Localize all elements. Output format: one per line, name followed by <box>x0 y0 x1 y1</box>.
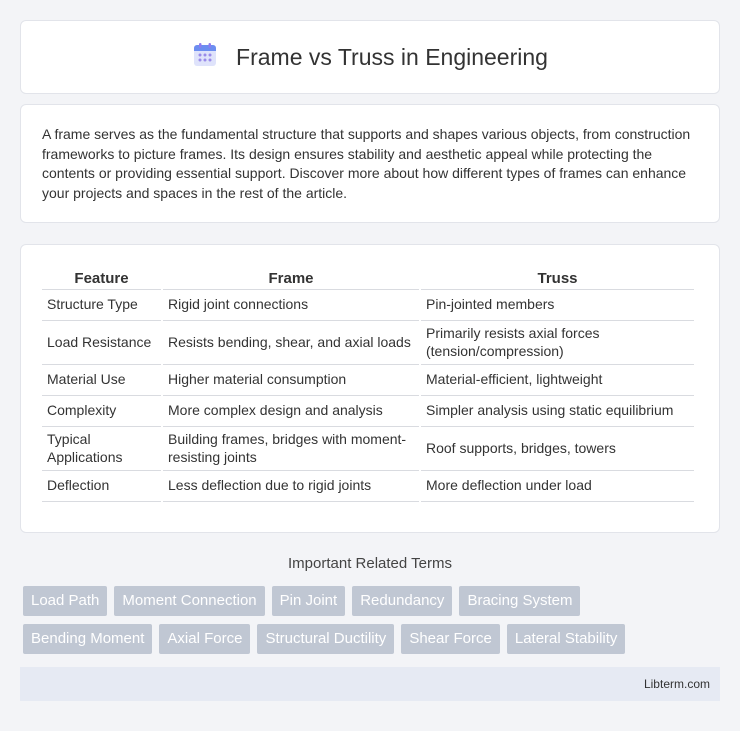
table-cell: Building frames, bridges with moment-resisting joints <box>163 427 419 471</box>
table-cell: Pin-jointed members <box>421 290 694 321</box>
footer-site-link[interactable]: Libterm.com <box>643 677 710 691</box>
tag-load-path[interactable]: Load Path <box>23 586 107 616</box>
tag-shear-force[interactable]: Shear Force <box>401 624 500 654</box>
table-cell: Roof supports, bridges, towers <box>421 427 694 471</box>
tag-lateral-stability[interactable]: Lateral Stability <box>507 624 626 654</box>
tag-structural-ductility[interactable]: Structural Ductility <box>257 624 394 654</box>
header-card <box>20 20 720 94</box>
table-row <box>42 290 694 321</box>
table-cell: Primarily resists axial forces (tension/compression) <box>421 321 694 365</box>
table-cell: More complex design and analysis <box>163 396 419 427</box>
comparison-table-card <box>20 244 720 533</box>
table-cell: Higher material consumption <box>163 365 419 396</box>
calendar-icon <box>192 42 218 73</box>
table-cell: Structure Type <box>42 290 161 321</box>
table-cell: Resists bending, shear, and axial loads <box>163 321 419 365</box>
table-row <box>42 471 694 502</box>
table-row <box>42 396 694 427</box>
table-row <box>42 365 694 396</box>
header-truss: Truss <box>421 265 694 290</box>
table-cell: More deflection under load <box>421 471 694 502</box>
tag-moment-connection[interactable]: Moment Connection <box>114 586 264 616</box>
table-header-row <box>42 265 694 290</box>
tag-pin-joint[interactable]: Pin Joint <box>272 586 346 616</box>
tag-bracing-system[interactable]: Bracing System <box>459 586 580 616</box>
table-cell: Material-efficient, lightweight <box>421 365 694 396</box>
footer <box>20 667 720 701</box>
tag-bending-moment[interactable]: Bending Moment <box>23 624 152 654</box>
page-title: Frame vs Truss in Engineering <box>236 43 548 70</box>
table-cell: Load Resistance <box>42 321 161 365</box>
header-feature: Feature <box>42 265 161 290</box>
tag-row <box>23 624 723 654</box>
table-cell: Complexity <box>42 396 161 427</box>
table-row <box>42 321 694 365</box>
tag-row <box>23 586 723 616</box>
tag-redundancy[interactable]: Redundancy <box>352 586 452 616</box>
header-frame: Frame <box>163 265 419 290</box>
table-row <box>42 427 694 471</box>
intro-text: A frame serves as the fundamental structure that supports and shapes various objects, from construction frameworks to picture frames. Its design ensures stability and aesthetic appeal while protecting the contents or providing essential support. Discover more about how different types of frames can enhance your projects and spaces in the rest of the article. <box>42 126 691 201</box>
related-terms-title: Important Related Terms <box>288 555 452 572</box>
table-cell: Simpler analysis using static equilibrium <box>421 396 694 427</box>
table-cell: Typical Applications <box>42 427 161 471</box>
table-cell: Material Use <box>42 365 161 396</box>
comparison-table <box>40 265 696 502</box>
table-cell: Deflection <box>42 471 161 502</box>
tag-axial-force[interactable]: Axial Force <box>159 624 250 654</box>
table-cell: Rigid joint connections <box>163 290 419 321</box>
table-cell: Less deflection due to rigid joints <box>163 471 419 502</box>
intro-card <box>20 104 720 223</box>
related-terms-tags <box>23 586 723 662</box>
